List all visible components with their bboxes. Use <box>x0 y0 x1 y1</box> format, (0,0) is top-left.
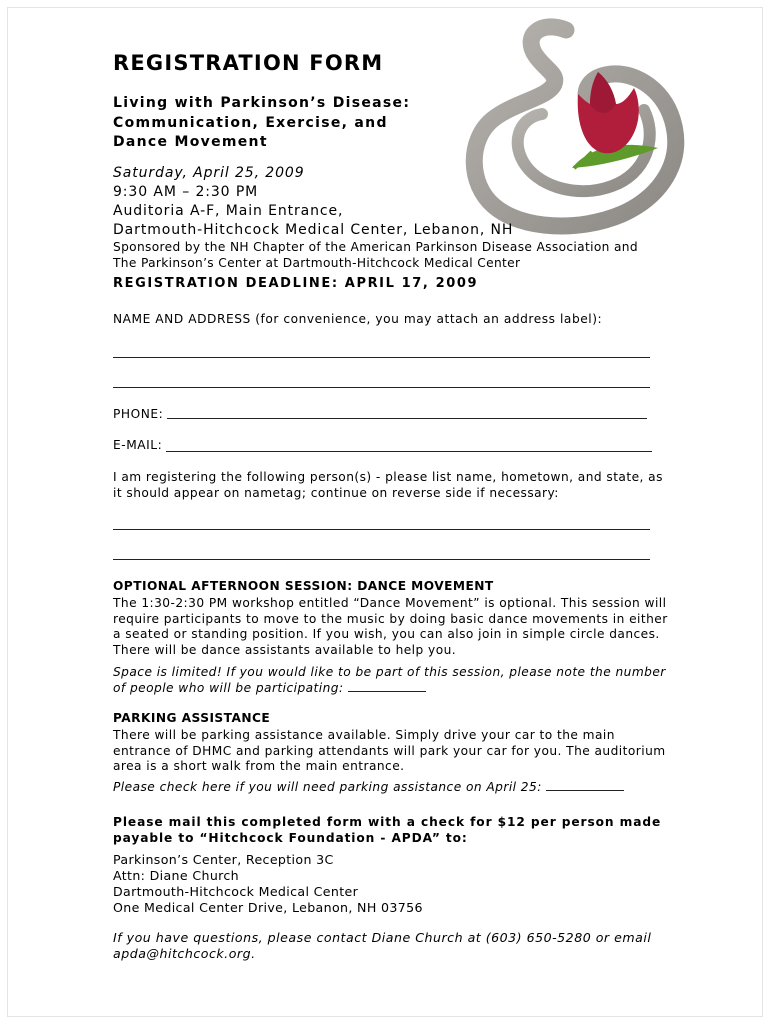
dance-description <box>113 596 668 658</box>
parking-note <box>113 780 624 796</box>
attendee-field-1[interactable] <box>113 529 650 530</box>
registering-line: it should appear on nametag; continue on reverse side if necessary: <box>113 485 559 500</box>
mail-instruction-line: payable to “Hitchcock Foundation - APDA” to: <box>113 830 468 845</box>
contact-email[interactable]: apda@hitchcock.org. <box>113 946 256 961</box>
dance-line: a seated or standing position. If you wish, you can also join in simple circle dances. <box>113 627 660 642</box>
event-date: Saturday, April 25, 2009 <box>113 165 305 181</box>
attendee-field-2[interactable] <box>113 559 650 560</box>
dance-heading: OPTIONAL AFTERNOON SESSION: DANCE MOVEMENT <box>113 579 494 593</box>
address-line: Attn: Diane Church <box>113 868 240 883</box>
dance-note-line: Space is limited! If you would like to be part of this session, please note the number <box>113 665 666 679</box>
phone-label: PHONE: <box>113 407 164 421</box>
event-time: 9:30 AM – 2:30 PM <box>113 184 259 200</box>
parking-line: There will be parking assistance available. Simply drive your car to the main <box>113 728 615 742</box>
event-subtitle <box>113 94 410 153</box>
dance-line: The 1:30-2:30 PM workshop entitled “Dance Movement” is optional. This session will <box>113 596 667 610</box>
dance-note-line: of people who will be participating: <box>113 680 344 695</box>
parking-line: entrance of DHMC and parking attendants will park your car for you. The auditorium <box>113 743 666 758</box>
dance-note <box>113 665 666 696</box>
sponsor-line: Sponsored by the NH Chapter of the American Parkinson Disease Association and <box>113 240 638 254</box>
parking-check-field[interactable] <box>546 780 624 791</box>
address-line: Parkinson’s Center, Reception 3C <box>113 852 334 867</box>
contact-line: If you have questions, please contact Diane Church at (603) 650-5280 or email <box>113 930 652 945</box>
phone-field[interactable] <box>167 418 647 419</box>
sponsor-line: The Parkinson’s Center at Dartmouth-Hitchcock Medical Center <box>113 256 521 270</box>
registration-deadline: REGISTRATION DEADLINE: APRIL 17, 2009 <box>113 276 479 291</box>
mailing-address <box>113 852 423 916</box>
name-address-field-1[interactable] <box>113 357 650 358</box>
subtitle-line: Communication, Exercise, and <box>113 114 388 131</box>
name-address-label: NAME AND ADDRESS (for convenience, you may attach an address label): <box>113 312 603 326</box>
event-venue: Dartmouth-Hitchcock Medical Center, Lebanon, NH <box>113 222 514 238</box>
contact-info <box>113 930 651 962</box>
registering-instructions <box>113 470 663 501</box>
address-line: Dartmouth-Hitchcock Medical Center <box>113 884 359 899</box>
mail-instructions <box>113 815 661 846</box>
subtitle-line: Dance Movement <box>113 134 268 150</box>
page-title: REGISTRATION FORM <box>113 51 384 75</box>
address-line: One Medical Center Drive, Lebanon, NH 03756 <box>113 900 423 915</box>
name-address-field-2[interactable] <box>113 387 650 388</box>
parking-description <box>113 728 666 775</box>
email-field[interactable] <box>166 451 652 452</box>
event-details <box>113 164 513 240</box>
parking-line: area is a short walk from the main entrance. <box>113 759 405 774</box>
dance-participants-field[interactable] <box>348 681 426 692</box>
dance-line: require participants to move to the music by doing basic dance movements in either <box>113 611 668 626</box>
subtitle-line: Living with Parkinson’s Disease: <box>113 95 411 111</box>
mail-instruction-line: Please mail this completed form with a check for $12 per person made <box>113 815 662 829</box>
registering-line: I am registering the following person(s) - please list name, hometown, and state, as <box>113 470 663 484</box>
sponsor-text <box>113 239 638 271</box>
dance-line: There will be dance assistants available to help you. <box>113 642 457 657</box>
event-room: Auditoria A-F, Main Entrance, <box>113 203 344 219</box>
parking-note-text: Please check here if you will need parking assistance on April 25: <box>113 780 542 794</box>
parking-heading: PARKING ASSISTANCE <box>113 711 271 725</box>
email-label: E-MAIL: <box>113 438 163 452</box>
